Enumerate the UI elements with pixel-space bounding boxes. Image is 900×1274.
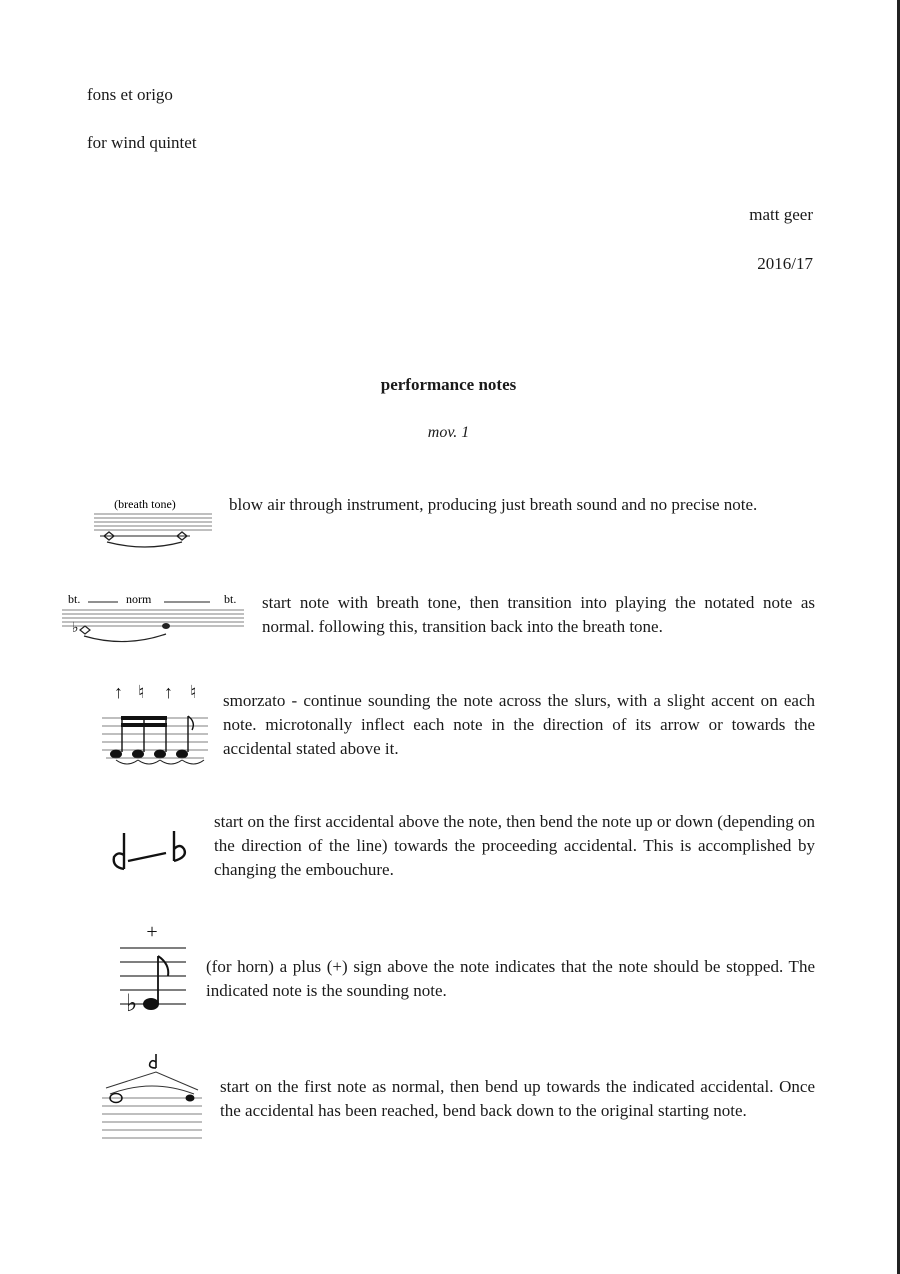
plus-sign-label: + — [146, 921, 158, 943]
work-title: fons et origo — [87, 85, 173, 104]
instrumentation: for wind quintet — [87, 133, 197, 152]
natural-icon: ♮ — [190, 682, 197, 702]
accidental-bend-description: start on the first accidental above the note, then bend the note up or down (depending on the direction of the line) towards the proceeding accidental. This is accomplished by changing the embouchure. — [214, 812, 815, 879]
breath-to-normal-symbol — [60, 590, 250, 646]
bt-label-end: bt. — [224, 592, 237, 606]
bend-up-and-back-symbol — [100, 1050, 210, 1146]
section-title: performance notes — [380, 375, 517, 394]
bt-label-start: bt. — [68, 592, 81, 606]
svg-text:♭: ♭ — [72, 621, 79, 636]
composition-year: 2016/17 — [757, 254, 813, 273]
smorzato-symbol — [100, 680, 212, 772]
arrow-up-icon: ↑ — [164, 682, 173, 702]
bend-up-and-back-description: start on the first note as normal, then bend up towards the indicated accidental. Once the accidental has been reached, bend back down to the original starting note. — [220, 1077, 815, 1120]
smorzato-description: smorzato - continue sounding the note across the slurs, with a slight accent on each note. microtonally inflect each note in the direction of its arrow or towards the accidental stated above it. — [223, 691, 815, 758]
natural-icon: ♮ — [138, 682, 145, 702]
horn-stopped-symbol — [112, 918, 196, 1018]
section-subtitle: mov. 1 — [427, 424, 470, 441]
breath-tone-label: (breath tone) — [114, 497, 176, 511]
breath-to-normal-description: start note with breath tone, then transition into playing the notated note as normal. following this, transition back into the breath tone. — [262, 593, 815, 636]
breath-tone-description: blow air through instrument, producing just breath sound and no precise note. — [229, 495, 758, 514]
norm-label: norm — [126, 592, 152, 606]
composer-name: matt geer — [749, 205, 813, 224]
horn-stopped-description: (for horn) a plus (+) sign above the note indicates that the note should be stopped. The indicated note is the sounding note. — [206, 957, 815, 1000]
breath-tone-symbol — [90, 492, 220, 554]
flat-icon: ♭ — [126, 991, 138, 1017]
accidental-bend-symbol — [108, 825, 198, 875]
arrow-up-icon: ↑ — [114, 682, 123, 702]
